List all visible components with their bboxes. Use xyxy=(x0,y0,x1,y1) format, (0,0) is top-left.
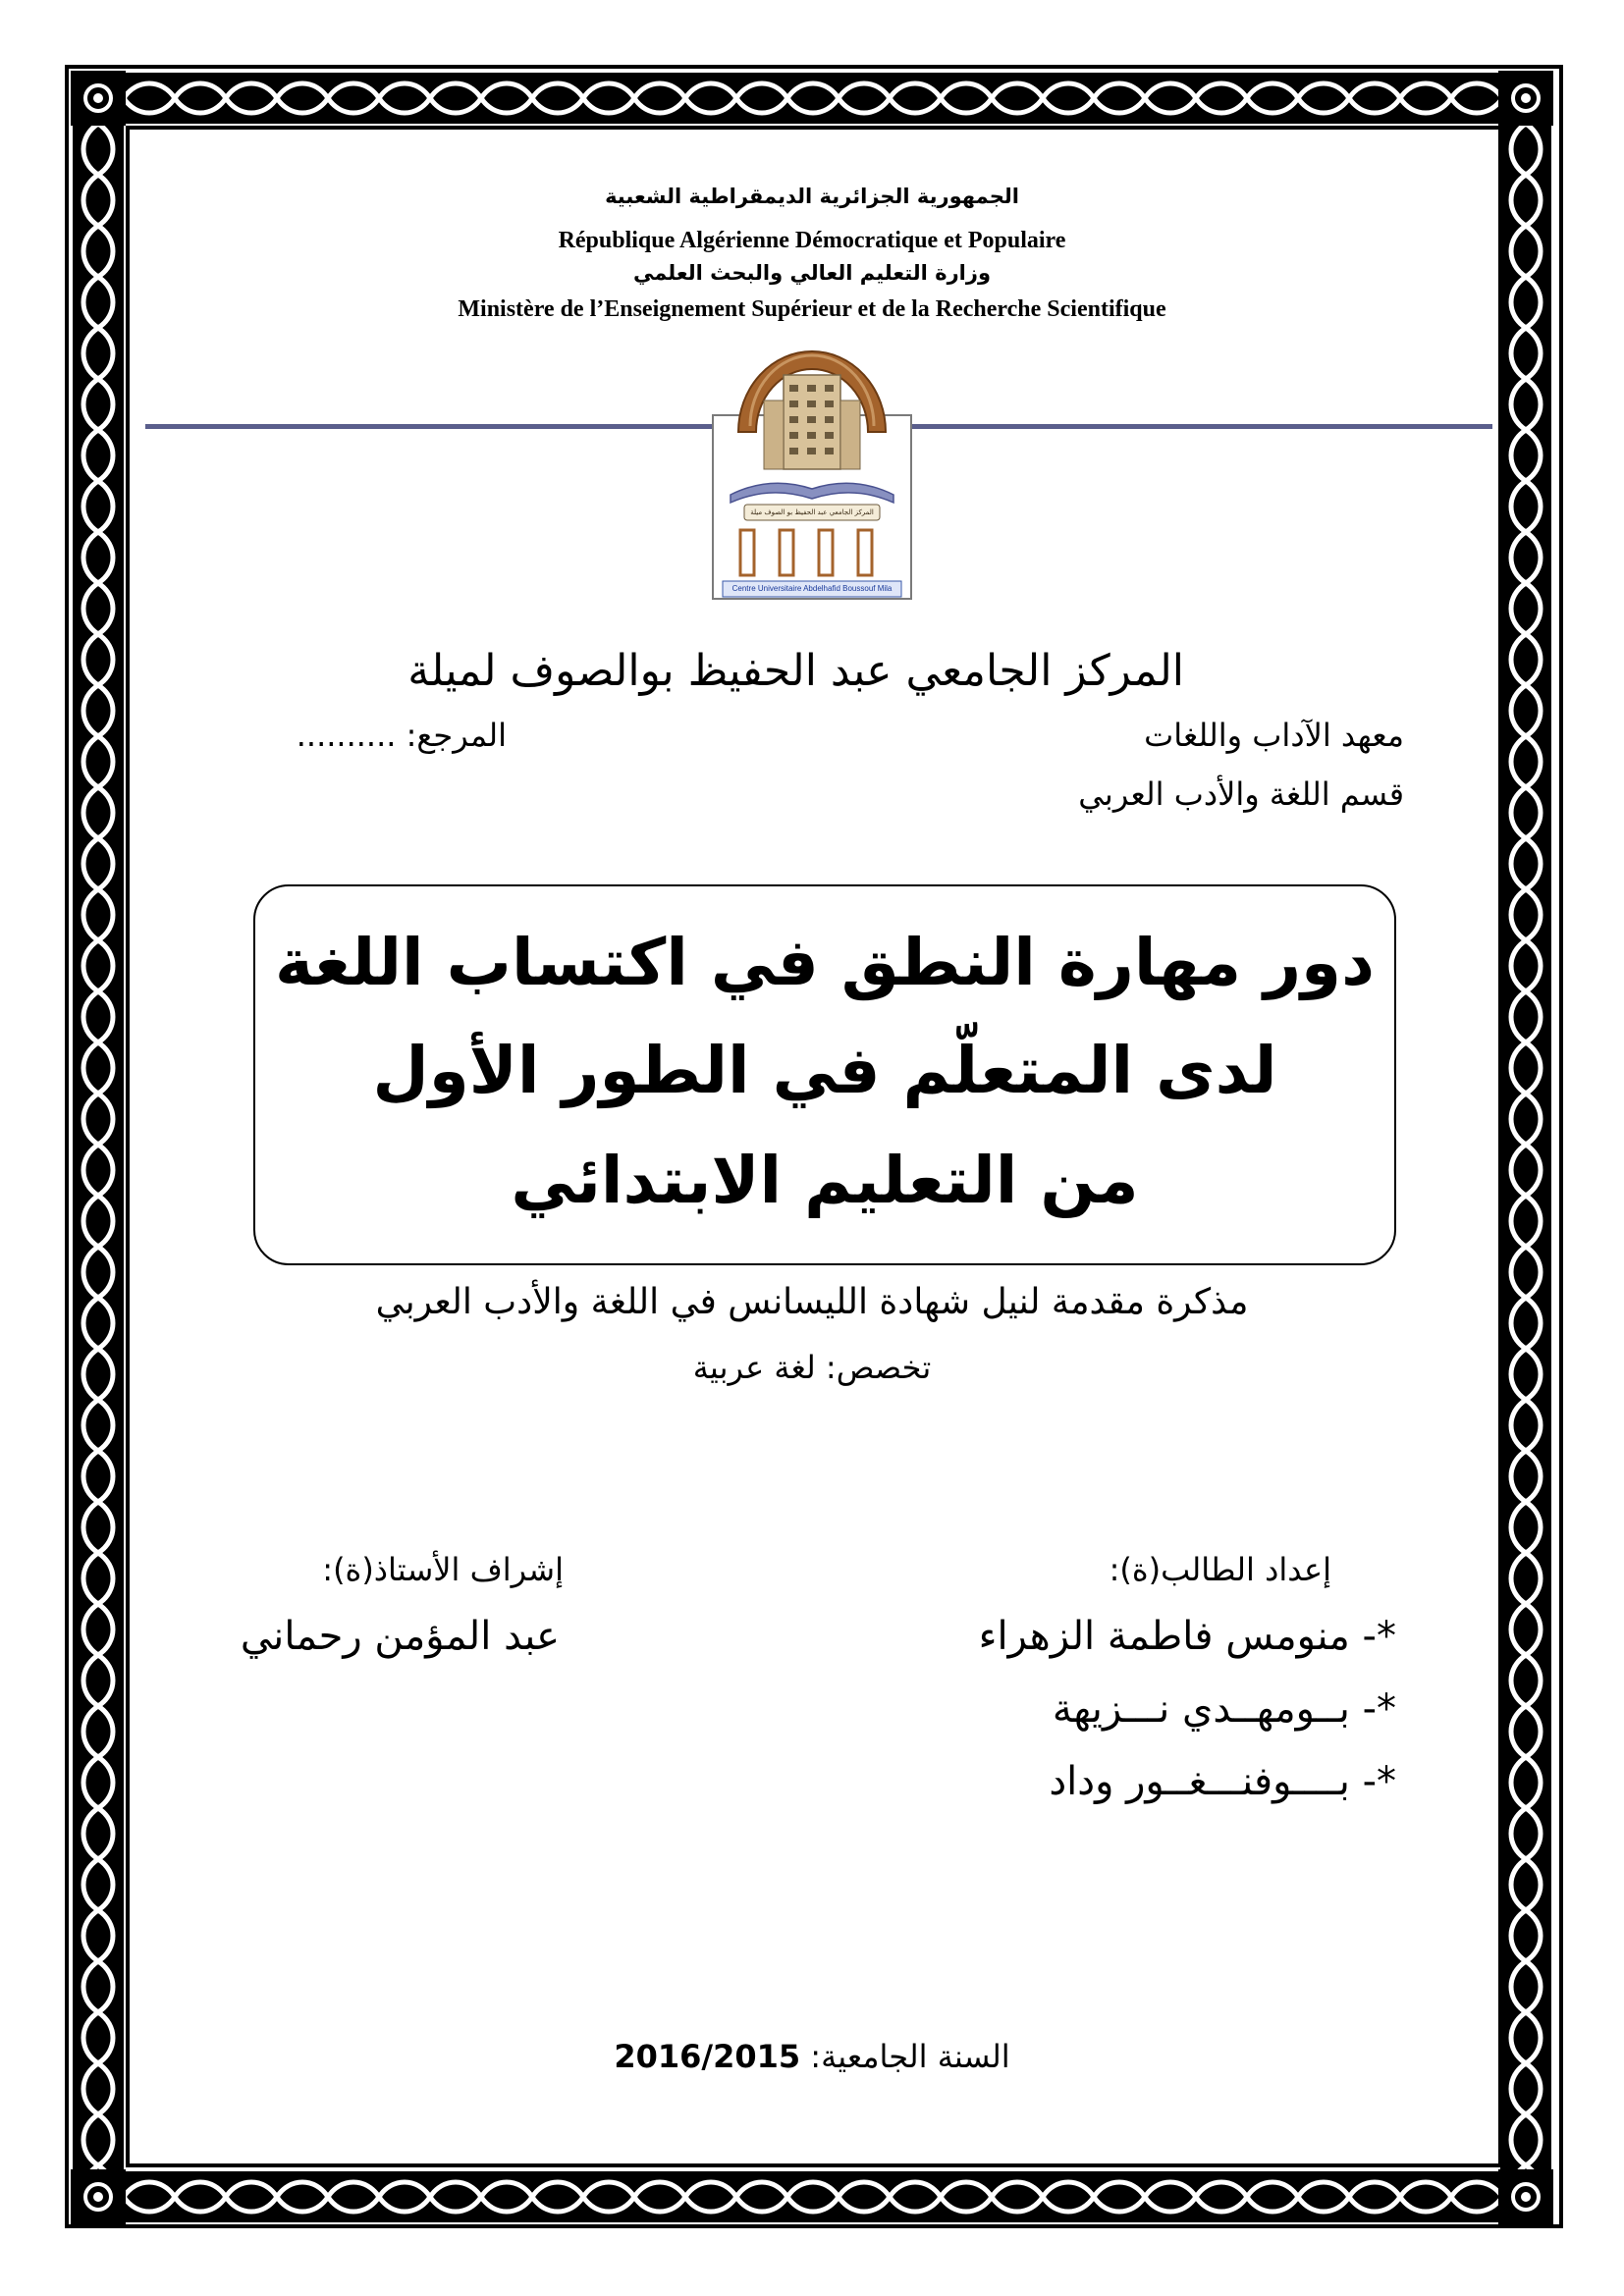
border-band-left xyxy=(73,124,124,2171)
chain-pattern-bottom xyxy=(124,2171,1500,2222)
republic-name-french: République Algérienne Démocratique et Populaire xyxy=(558,228,1066,253)
border-corner-top-right xyxy=(1498,71,1553,126)
student-name: *- بــــوفنـــغــور وداد xyxy=(1049,1759,1396,1804)
logo-caption: Centre Universitaire Abdelhafid Boussouf Mila xyxy=(731,584,893,593)
chain-pattern-left xyxy=(73,124,124,2171)
chain-pattern-top xyxy=(124,73,1500,124)
chain-pattern-right xyxy=(1500,124,1551,2171)
students-label: إعداد الطالب(ة): xyxy=(1109,1551,1331,1588)
logo-ribbon-text: المركز الجامعي عبد الحفيظ بو الصوف ميلة xyxy=(750,508,874,516)
thesis-title-line-3: من التعليم الابتدائي xyxy=(511,1143,1139,1218)
ministry-name-arabic: وزارة التعليم العالي والبحث العلمي xyxy=(632,261,992,285)
border-band-top xyxy=(124,73,1500,124)
thesis-title-line-2: لدى المتعلّم في الطور الأول xyxy=(372,1033,1277,1108)
supervisor-label: إشراف الأستاذ(ة): xyxy=(322,1551,564,1588)
degree-statement: مذكرة مقدمة لنيل شهادة الليسانس في اللغة والأدب العربي xyxy=(375,1282,1249,1322)
border-corner-top-left xyxy=(71,71,126,126)
department-name: قسم اللغة والأدب العربي xyxy=(1078,775,1404,813)
supervisor-name: عبد المؤمن رحماني xyxy=(240,1614,560,1659)
institute-name: معهد الآداب واللغات xyxy=(1144,717,1404,754)
republic-name-arabic: الجمهورية الجزائرية الديمقراطية الشعبية xyxy=(605,185,1019,208)
academic-year xyxy=(0,2038,1624,2075)
academic-year-value: 2016/2015 xyxy=(614,2038,801,2075)
academic-year-label: السنة الجامعية: xyxy=(810,2038,1010,2075)
reference-number: المرجع: .......... xyxy=(296,717,507,754)
border-band-bottom xyxy=(124,2171,1500,2222)
university-logo xyxy=(711,322,913,601)
institution-name: المركز الجامعي عبد الحفيظ بوالصوف لميلة xyxy=(407,646,1184,696)
border-corner-bottom-right xyxy=(1498,2169,1553,2224)
border-corner-bottom-left xyxy=(71,2169,126,2224)
specialty: تخصص: لغة عربية xyxy=(692,1349,932,1386)
logo-emblem xyxy=(711,322,913,601)
thesis-title-line-1: دور مهارة النطق في اكتساب اللغة xyxy=(275,925,1375,1000)
student-name: *- منومس فاطمة الزهراء xyxy=(978,1614,1396,1659)
student-name: *- بــومهــدي نـــزيهة xyxy=(1052,1686,1396,1732)
border-band-right xyxy=(1500,124,1551,2171)
ministry-name-french: Ministère de l’Enseignement Supérieur et de la Recherche Scientifique xyxy=(458,296,1166,322)
